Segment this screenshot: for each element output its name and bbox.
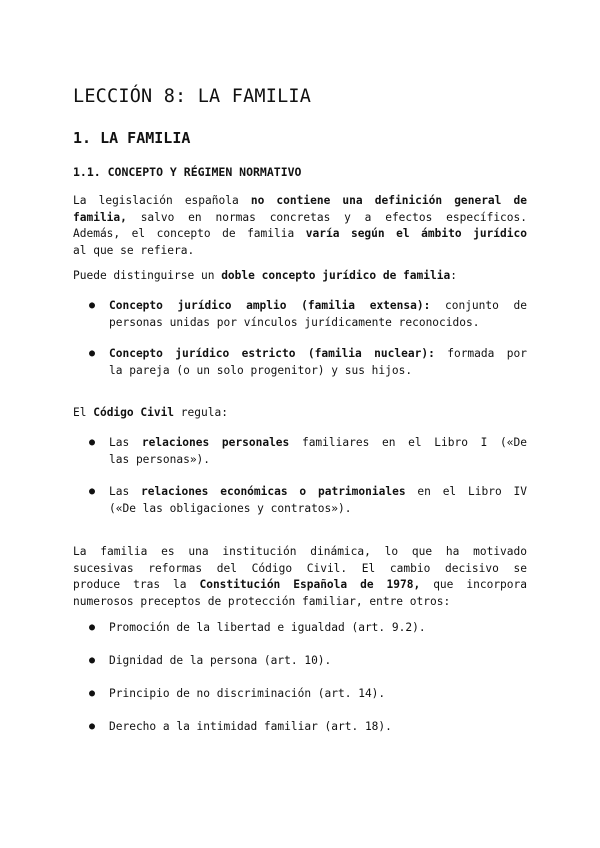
bold-run: familia,	[73, 210, 127, 224]
text-run: produce tras la	[73, 578, 200, 591]
subsection-heading: 1.1. CONCEPTO Y RÉGIMEN NORMATIVO	[73, 165, 302, 179]
bold-run: varía según el ámbito jurídico	[305, 227, 527, 240]
paragraph-constitution	[73, 544, 527, 610]
bold-run: Concepto jurídico amplio (familia extensa):	[109, 299, 431, 312]
text-run: sucesivas reformas del Código Civil. El cambio decisivo se	[73, 561, 527, 575]
bullet-icon: ●	[89, 622, 96, 633]
text-run: conjunto de	[430, 299, 528, 312]
text-run: La legislación española	[73, 194, 251, 207]
text-run: personas unidas por vínculos jurídicamente reconocidos.	[109, 315, 480, 329]
bold-run: doble concepto jurídico de familia	[221, 269, 451, 282]
text-run: en el Libro IV	[405, 485, 527, 498]
text-run: Derecho a la intimidad familiar (art. 18).	[109, 720, 392, 733]
bullet-icon: ●	[89, 486, 96, 497]
text-run: El	[73, 406, 94, 419]
text-run: al que se refiera.	[73, 243, 195, 257]
text-run: Principio de no discriminación (art. 14).	[109, 687, 386, 700]
text-run: Dignidad de la persona (art. 10).	[109, 654, 332, 667]
bullet-icon: ●	[89, 688, 96, 699]
bold-run: no contiene una definición general de	[250, 194, 527, 207]
bold-run: Constitución Española de 1978,	[199, 578, 421, 591]
text-run: regula:	[174, 406, 228, 419]
bold-run: relaciones económicas o patrimoniales	[141, 485, 406, 498]
bullet-icon: ●	[89, 437, 96, 448]
text-run: las personas»).	[109, 452, 211, 466]
text-run: la pareja (o un solo progenitor) y sus hijos.	[109, 363, 413, 377]
bullet-icon: ●	[89, 721, 96, 732]
bullet-icon: ●	[89, 300, 96, 311]
text-run: («De las obligaciones y contratos»).	[109, 501, 352, 515]
text-run: Promoción de la libertad e igualdad (art. 9.2).	[109, 621, 426, 634]
text-run: Puede distinguirse un	[73, 269, 222, 282]
bullet-icon: ●	[89, 348, 96, 359]
paragraph-civil-code	[73, 405, 527, 422]
text-run: Además, el concepto de familia	[73, 227, 306, 240]
text-run: que incorpora	[420, 578, 527, 591]
text-run: Las	[109, 436, 142, 449]
paragraph-double-concept	[73, 268, 527, 285]
section-heading: 1. LA FAMILIA	[73, 129, 191, 147]
text-run: :	[450, 269, 457, 282]
text-run: La familia es una institución dinámica, lo que ha motivado	[73, 545, 527, 558]
bold-run: relaciones personales	[141, 436, 290, 449]
paragraph-definition	[73, 193, 527, 259]
text-run: familiares en el Libro I («De	[289, 436, 527, 449]
bullet-icon: ●	[89, 655, 96, 666]
text-run: Las	[109, 485, 142, 498]
text-run: salvo en normas concretas y a efectos específicos.	[126, 210, 527, 224]
text-run: formada por	[434, 347, 527, 360]
bold-run: Código Civil	[93, 406, 175, 419]
lesson-title: LECCIÓN 8: LA FAMILIA	[73, 86, 312, 107]
text-run: numerosos preceptos de protección familiar, entre otros:	[73, 594, 451, 608]
bold-run: Concepto jurídico estricto (familia nuclear):	[109, 347, 435, 360]
